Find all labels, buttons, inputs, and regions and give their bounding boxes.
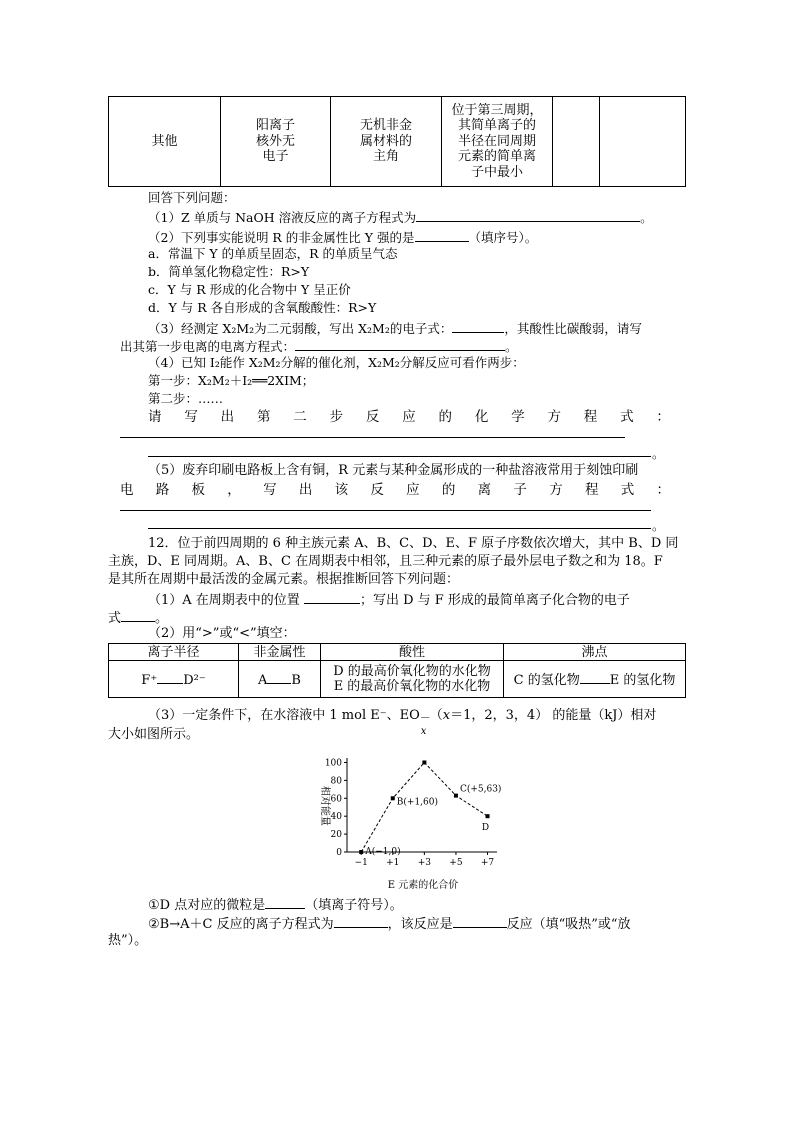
- cell-text: D 的最高价氧化物的水化物: [333, 664, 491, 679]
- q12-part3-text2: ＝1，2，3，4） 的能量（kJ）相对: [450, 708, 657, 723]
- q12-part1-text2: ；写出 D 与 F 形成的最简单离子化合物的电子: [359, 593, 630, 608]
- cell-text: B: [291, 673, 301, 688]
- char: 离: [477, 482, 492, 498]
- char: 路: [155, 482, 170, 498]
- nonmetal-cell: [239, 661, 321, 698]
- q12-stem-line3: 是其所在周期中最活泼的金属元素。根据推断回答下列问题：: [108, 572, 460, 587]
- y-tick-label: 100: [324, 758, 342, 769]
- char: 该: [334, 482, 349, 498]
- q12-sub1: [148, 895, 403, 914]
- q12-sub2-text3: 反应（填“吸热”或“放: [506, 917, 631, 932]
- q12-part3-line2: 大小如图所示。: [108, 727, 200, 742]
- column-header: 酸性: [321, 644, 504, 661]
- x-tick-label: +5: [449, 858, 463, 868]
- cell-text: E 的最高价氧化物的水化物: [333, 679, 491, 694]
- cell-text: F⁺: [141, 673, 158, 688]
- char: 电: [120, 482, 134, 498]
- answer-blank[interactable]: [304, 590, 360, 604]
- option-b: b．简单氢化物稳定性：R>Y: [148, 264, 310, 279]
- x-tick-label: −1: [354, 858, 368, 868]
- y-tick-label: 60: [330, 794, 342, 805]
- step-1: 第一步：X₂M₂＋I₂══2XIM；: [148, 373, 315, 388]
- radius-cell: [109, 661, 239, 698]
- q11-part3-line2: [120, 337, 518, 355]
- x-tick-label: +3: [417, 858, 432, 868]
- char: 方: [547, 409, 561, 425]
- q12-part3: [148, 708, 657, 737]
- punct: 。: [640, 210, 653, 225]
- char: ：: [656, 482, 670, 498]
- q11-part2-end: （填序号）。: [468, 230, 538, 245]
- punct: 。: [652, 446, 665, 461]
- y-tick-label: 20: [330, 830, 342, 841]
- answer-blank[interactable]: [416, 208, 640, 222]
- char: 式: [620, 482, 635, 498]
- char: 学: [511, 409, 525, 425]
- char: 请: [148, 409, 162, 425]
- answer-line[interactable]: [120, 437, 625, 438]
- y-tick-label: 80: [330, 776, 342, 787]
- q11-part4: （4）已知 I₂能作 X₂M₂分解的催化剂，X₂M₂分解反应可看作两步：: [148, 355, 525, 370]
- char: 写: [263, 482, 277, 498]
- q11-part2-text: （2）下列事实能说明 R 的非金属性比 Y 强的是: [148, 230, 415, 245]
- char: 应: [402, 409, 416, 425]
- answer-blank[interactable]: [295, 337, 505, 351]
- char: 化: [474, 409, 489, 425]
- cell-empty: [553, 97, 600, 187]
- char: 程: [583, 409, 598, 425]
- char: 的: [441, 482, 456, 498]
- cell-hint: 位于第三周期， 其简单离子的 半径在同周期 元素的简单离 子中最小: [442, 97, 553, 187]
- char: 程: [584, 482, 599, 498]
- answer-blank[interactable]: [121, 608, 155, 622]
- q11-part3-text2: ，其酸性比碳酸弱，请写: [504, 321, 642, 336]
- data-label: B(+1,60): [396, 797, 439, 808]
- q12-part1-line2: [108, 608, 168, 627]
- q11-part3-text3: 出其第一步电离的电离方程式：: [120, 339, 296, 354]
- char: 出: [220, 409, 235, 425]
- q12-sub2-line2: 热”）。: [108, 933, 148, 948]
- energy-chart: [300, 748, 520, 893]
- q12-part2: （2）用“>”或“<”填空：: [148, 626, 296, 641]
- answer-blank[interactable]: [415, 228, 469, 242]
- char: 步: [329, 409, 344, 425]
- punct: 。: [652, 518, 665, 533]
- q11-part1-text: （1）Z 单质与 NaOH 溶液反应的离子方程式为: [148, 210, 417, 225]
- cell-text: E 的氢化物: [609, 673, 676, 688]
- q12-stem-line1: 12．位于前四周期的 6 种主族元素 A、B、C、D、E、F 原子序数依次增大，其中 B、D 同: [148, 536, 679, 551]
- cell-empty: [600, 97, 686, 187]
- q11-part4-request: [148, 409, 670, 425]
- data-point: [359, 850, 363, 854]
- char: 式: [620, 409, 634, 425]
- answer-blank[interactable]: [580, 670, 610, 684]
- char: 二: [293, 409, 307, 425]
- q12-sub2: [148, 914, 631, 933]
- char: 子: [513, 482, 527, 498]
- q11-part3-text: （3）经测定 X₂M₂为二元弱酸，写出 X₂M₂的电子式：: [148, 321, 453, 336]
- column-header: 离子半径: [109, 644, 239, 661]
- char: 的: [438, 409, 452, 425]
- y-axis-label: 相对能量: [319, 786, 330, 826]
- element-info-table: [108, 96, 686, 187]
- char: 反: [365, 409, 380, 425]
- answer-blank[interactable]: [157, 670, 183, 684]
- cell-text: D²⁻: [183, 673, 206, 688]
- y-tick-label: 0: [336, 848, 342, 858]
- char: 应: [406, 482, 420, 498]
- option-c: c．Y 与 R 形成的化合物中 Y 呈正价: [148, 282, 351, 297]
- data-label: D: [481, 823, 490, 834]
- table-row: [109, 661, 686, 698]
- data-label: A(−1,0): [365, 847, 401, 857]
- table-row: [109, 97, 686, 187]
- column-header: 非金属性: [239, 644, 321, 661]
- q12-part3-var: x: [442, 708, 451, 723]
- q12-sub1-end: （填离子符号）。: [305, 898, 403, 913]
- q12-sub2-text: ②B→A＋C 反应的离子方程式为: [148, 917, 334, 932]
- answer-blank[interactable]: [265, 895, 305, 909]
- answer-blank[interactable]: [267, 670, 291, 684]
- q12-stem-line2: 主族，D、E 同周期。A、B、C 在周期表中相邻，且三种元素的原子最外层电子数之和为 18。F: [108, 554, 663, 569]
- char: 方: [549, 482, 563, 498]
- q12-part1-text: （1）A 在周期表中的位置: [148, 593, 300, 608]
- char: ，: [227, 482, 241, 498]
- superscript-minus: －: [419, 711, 431, 724]
- q12-part1-text3: 式: [108, 611, 122, 626]
- boiling-cell: [504, 661, 686, 698]
- q11-part5: （5）废弃印刷电路板上含有铜，R 元素与某种金属形成的一种盐溶液常用于刻蚀印刷: [148, 463, 639, 478]
- q12-sub2-text2: ，该反应是: [387, 917, 453, 932]
- q11-part2: [148, 228, 537, 246]
- data-point: [391, 796, 395, 800]
- q11-part1: [148, 208, 653, 226]
- q12-part3-text: （3）一定条件下，在水溶液中 1 mol E⁻、EO: [148, 708, 420, 723]
- option-a: a．常温下 Y 的单质呈固态，R 的单质呈气态: [148, 246, 398, 261]
- acid-cell: [321, 661, 504, 698]
- q11-part3: [148, 319, 642, 337]
- x-tick-label: +1: [386, 858, 400, 868]
- comparison-table: [108, 643, 686, 698]
- q12-part3-paren: （: [429, 708, 443, 723]
- y-tick-label: 40: [330, 812, 342, 823]
- x-axis-label: E 元素的化合价: [387, 880, 459, 891]
- subscript-x: x: [420, 726, 427, 737]
- char: 反: [370, 482, 384, 498]
- answer-blank[interactable]: [334, 914, 388, 928]
- data-point: [454, 794, 458, 798]
- step-2: 第二步：……: [148, 391, 224, 406]
- data-point: [422, 760, 426, 764]
- cell-text: A: [258, 673, 268, 688]
- option-d: d．Y 与 R 各自形成的含氧酸酸性：R>Y: [148, 300, 377, 315]
- punct: 。: [505, 339, 518, 354]
- q12-part1: [148, 590, 630, 609]
- answer-line[interactable]: [120, 510, 651, 511]
- cell-text: C 的氢化物: [513, 673, 580, 688]
- q11-part5-line2: [120, 482, 670, 498]
- cell-hint: 无机非金 属材料的 主角: [331, 97, 442, 187]
- row-label: 其他: [109, 97, 221, 187]
- char: 写: [184, 409, 198, 425]
- column-header: 沸点: [504, 644, 686, 661]
- answer-line[interactable]: [148, 528, 651, 529]
- answer-line[interactable]: [148, 456, 651, 457]
- x-tick-label: +7: [480, 858, 495, 868]
- q12-sub1-text: ①D 点对应的微粒是: [148, 898, 266, 913]
- answer-blank[interactable]: [453, 914, 507, 928]
- table-header-row: [109, 644, 686, 661]
- char: 第: [256, 409, 271, 425]
- cell-hint: 阳离子 核外无 电子: [221, 97, 331, 187]
- data-label: C(+5,63): [459, 784, 502, 795]
- char: 板: [191, 482, 206, 498]
- char: 出: [298, 482, 313, 498]
- answer-blank[interactable]: [452, 319, 504, 333]
- char: ：: [656, 409, 670, 425]
- data-point: [486, 814, 490, 818]
- punct: 。: [155, 611, 169, 626]
- q11-intro: 回答下列问题：: [148, 190, 236, 205]
